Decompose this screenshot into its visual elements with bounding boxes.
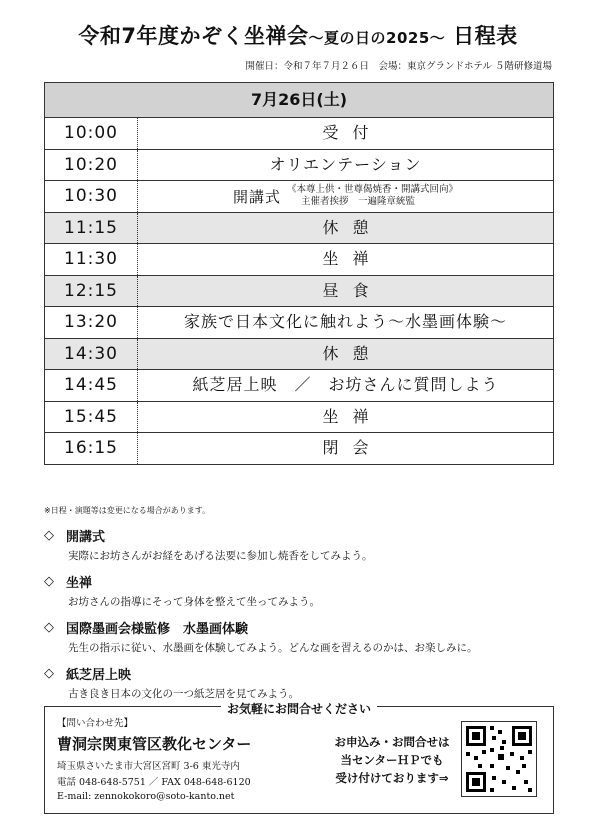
contact-email[interactable]: E-mail: zennokokoro@soto-kanto.net bbox=[57, 791, 235, 802]
program-item bbox=[44, 664, 564, 701]
apply-line-1: お申込み・お問合せは bbox=[334, 735, 450, 749]
row-event: 閉会 bbox=[322, 438, 383, 457]
schedule-row bbox=[45, 307, 553, 339]
item-desc: 古き良き日本の文化の一つ紙芝居を見てみよう。 bbox=[68, 688, 299, 700]
apply-line-2: 当センターＨＰでも bbox=[340, 753, 444, 767]
program-item bbox=[44, 618, 564, 655]
schedule-row bbox=[45, 213, 553, 245]
schedule-row bbox=[45, 150, 553, 182]
row-time: 10:00 bbox=[45, 118, 138, 149]
row-time: 16:15 bbox=[45, 433, 138, 464]
row-event: 受付 bbox=[322, 123, 383, 142]
row-time: 15:45 bbox=[45, 402, 138, 433]
row-event: 休憩 bbox=[322, 343, 383, 363]
schedule-row bbox=[45, 276, 553, 308]
row-event: 紙芝居上映 ／ お坊さんに質問しよう bbox=[192, 375, 499, 394]
apply-line-3: 受け付けております⇒ bbox=[335, 771, 449, 785]
event-info: 開催日：令和７年７月２６日 会場：東京グランドホテル ５階研修道場 bbox=[245, 61, 552, 72]
schedule-row bbox=[45, 118, 553, 150]
schedule-row bbox=[45, 370, 553, 402]
page-title bbox=[0, 20, 596, 50]
schedule-date: 7月26日(土) bbox=[45, 83, 553, 118]
schedule-row bbox=[45, 402, 553, 434]
schedule-row bbox=[45, 339, 553, 371]
schedule-row bbox=[45, 181, 553, 213]
item-desc: お坊さんの指導にそって身体を整えて坐ってみよう。 bbox=[68, 596, 320, 608]
diamond-icon: ◇ bbox=[44, 574, 54, 589]
program-item bbox=[44, 526, 564, 563]
row-time: 12:15 bbox=[45, 276, 138, 307]
ceremony-details bbox=[287, 184, 458, 208]
diamond-icon: ◇ bbox=[44, 620, 54, 635]
item-title: 坐禅 bbox=[66, 576, 93, 591]
diamond-icon: ◇ bbox=[44, 528, 54, 543]
row-event: 昼食 bbox=[322, 280, 383, 300]
schedule-table bbox=[44, 82, 554, 465]
row-event: 坐禅 bbox=[322, 249, 383, 268]
row-time: 11:15 bbox=[45, 213, 138, 244]
row-time: 14:45 bbox=[45, 370, 138, 401]
ceremony-detail-2: 主催者挨拶 一遍隆章統監 bbox=[301, 196, 416, 208]
title-main: 令和7年度かぞく坐禅会 bbox=[78, 24, 309, 48]
title-sub: 〜夏の日の2025〜 bbox=[308, 29, 446, 47]
diamond-icon: ◇ bbox=[44, 666, 54, 681]
contact-org: 曹洞宗関東管区教化センター bbox=[57, 735, 252, 753]
contact-box bbox=[44, 702, 554, 814]
row-event: 坐禅 bbox=[322, 406, 383, 426]
apply-notice bbox=[317, 733, 467, 787]
row-time: 11:30 bbox=[45, 244, 138, 275]
program-item bbox=[44, 572, 564, 609]
contact-label: 【問い合わせ先】 bbox=[57, 718, 134, 729]
program-descriptions bbox=[44, 526, 564, 710]
contact-address: 埼玉県さいたま市大宮区宮町 3-6 東光寺内 bbox=[57, 761, 240, 772]
item-title: 開講式 bbox=[66, 530, 106, 545]
row-time: 13:20 bbox=[45, 307, 138, 338]
row-event: 休憩 bbox=[322, 217, 383, 237]
ceremony-title: 開講式 bbox=[232, 187, 281, 206]
contact-banner: お気軽にお問合せください bbox=[221, 702, 377, 716]
title-end: 日程表 bbox=[453, 24, 518, 48]
row-event: 家族で日本文化に触れよう〜水墨画体験〜 bbox=[183, 312, 507, 331]
row-time: 10:30 bbox=[45, 181, 138, 212]
item-title: 紙芝居上映 bbox=[66, 668, 132, 683]
item-desc: 先生の指示に従い、水墨画を体験してみよう。どんな画を習えるのかは、お楽しみに。 bbox=[68, 642, 478, 654]
row-event bbox=[138, 181, 553, 212]
schedule-row bbox=[45, 433, 553, 464]
row-event: オリエンテーション bbox=[269, 154, 422, 174]
ceremony-detail-1: 《本尊上供・世尊偈焼香・開講式回向》 bbox=[287, 184, 459, 196]
row-time: 10:20 bbox=[45, 150, 138, 181]
schedule-row bbox=[45, 244, 553, 276]
row-time: 14:30 bbox=[45, 339, 138, 370]
schedule-note: ※日程・演題等は変更になる場合があります。 bbox=[44, 506, 211, 515]
contact-phone: 電話 048-648-5751 ／ FAX 048-648-6120 bbox=[57, 777, 251, 788]
item-desc: 実際にお坊さんがお経をあげる法要に参加し焼香をしてみよう。 bbox=[68, 550, 373, 562]
item-title: 国際墨画会様監修 水墨画体験 bbox=[66, 622, 249, 637]
qr-code[interactable] bbox=[461, 721, 537, 797]
